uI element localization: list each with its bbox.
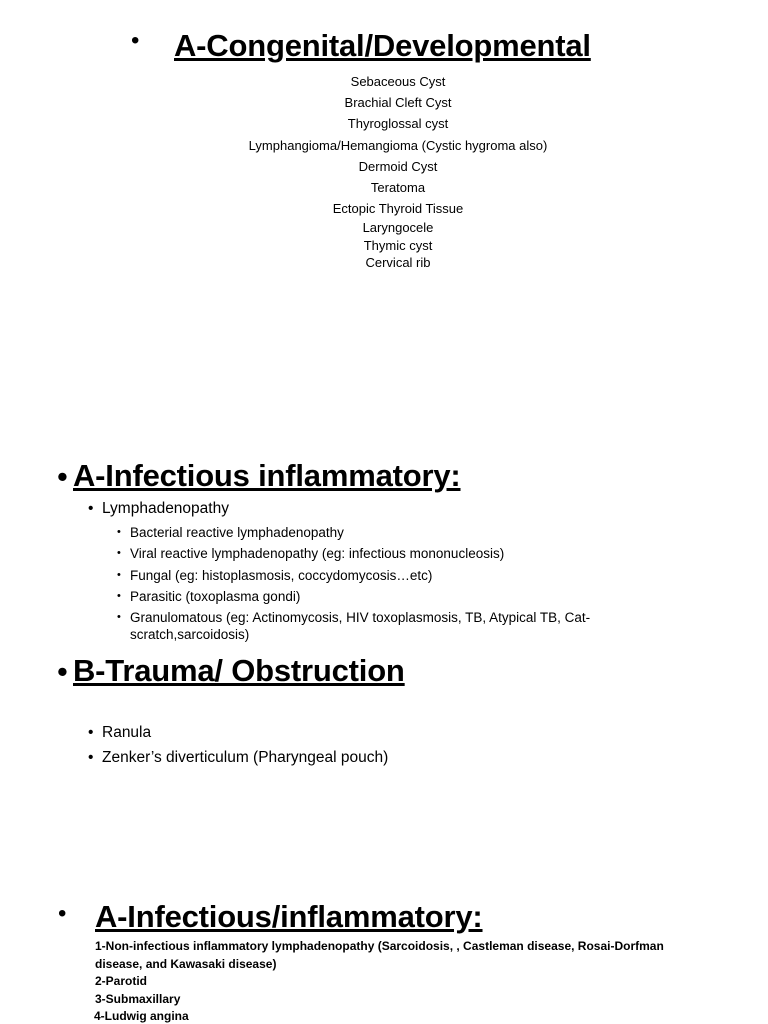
section4-bullet: • (58, 900, 67, 927)
bullet-icon: • (88, 500, 94, 517)
list-item: Thymic cyst (363, 237, 433, 253)
list-item: Brachial Cleft Cyst (344, 95, 452, 111)
section2-bullet: • (57, 459, 68, 494)
section4-heading: A-Infectious/inflammatory: (95, 899, 483, 934)
bullet-icon: • (117, 611, 121, 624)
bullet-icon: • (117, 547, 121, 560)
list-item: Sebaceous Cyst (350, 74, 446, 89)
list-item (117, 609, 637, 643)
section3-bullet: • (57, 654, 68, 689)
list-item-text: Zenker’s diverticulum (Pharyngeal pouch) (102, 749, 389, 766)
bullet-icon: • (117, 526, 121, 538)
list-item-text: Ranula (102, 724, 152, 741)
list-item: Laryngocele (362, 220, 434, 236)
list-item: Cervical rib (365, 255, 431, 271)
list-item-text: Viral reactive lymphadenopathy (eg: infectious mononucleosis) (130, 546, 505, 562)
list-item-text: Bacterial reactive lymphadenopathy (130, 525, 344, 540)
section1-list (0, 71, 768, 272)
list-item: Teratoma (370, 179, 426, 195)
bullet-icon: • (117, 568, 121, 581)
list-item: Thyroglossal cyst (347, 116, 449, 132)
bullet-icon: • (117, 589, 121, 602)
section2-list (117, 524, 637, 647)
section3-list (88, 723, 388, 773)
section1-bullet: • (131, 27, 140, 54)
list-item (117, 588, 637, 605)
subheading-text: Lymphadenopathy (102, 500, 229, 517)
section4-list (95, 938, 695, 1024)
list-item: 3-Submaxillary (95, 991, 181, 1006)
list-item (117, 524, 637, 541)
list-item: 2-Parotid (95, 974, 148, 989)
list-item (117, 567, 637, 584)
list-item (88, 723, 388, 743)
section1-heading: A-Congenital/Developmental (174, 28, 591, 63)
list-item: Lymphangioma/Hemangioma (Cystic hygroma also) (248, 137, 548, 153)
bullet-icon: • (88, 724, 94, 741)
section3-heading: B-Trauma/ Obstruction (73, 653, 405, 688)
list-item: Dermoid Cyst (358, 158, 438, 174)
list-item-text: Fungal (eg: histoplasmosis, coccydomycosis…etc) (130, 567, 433, 583)
list-item-text: Granulomatous (eg: Actinomycosis, HIV toxoplasmosis, TB, Atypical TB, Cat-scratch,sarcoidosis) (130, 610, 591, 643)
list-item: Ectopic Thyroid Tissue (332, 201, 464, 217)
list-item (117, 545, 637, 562)
list-item-text: Parasitic (toxoplasma gondi) (130, 588, 301, 604)
bullet-icon: • (88, 749, 94, 766)
list-item: 1-Non-infectious inflammatory lymphadenopathy (Sarcoidosis, , Castleman disease, Rosai-Dorfman disease, and Kawasaki disease) (95, 939, 664, 971)
list-item (88, 748, 388, 768)
list-item: 4-Ludwig angina (94, 1009, 189, 1024)
section2-heading: A-Infectious inflammatory: (73, 458, 461, 493)
